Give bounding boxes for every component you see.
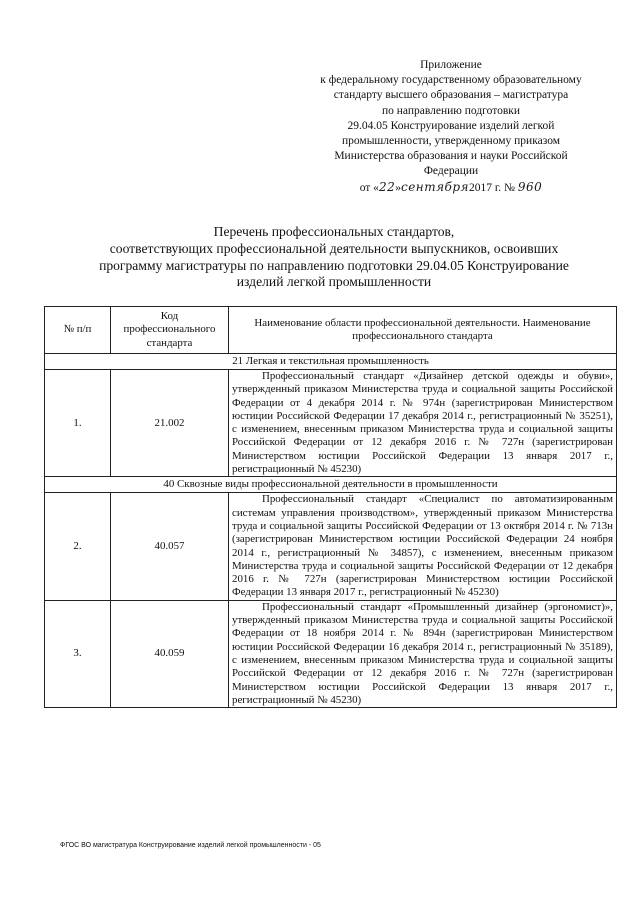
- title-line: изделий легкой промышленности: [236, 274, 432, 290]
- handwritten-day: 22: [378, 179, 396, 194]
- title-line: соответствующих профессиональной деятельности выпускников, освоивших: [109, 240, 559, 256]
- appendix-block: [306, 58, 596, 196]
- title-line: Перечень профессиональных стандартов,: [213, 224, 455, 239]
- row-text: Профессиональный стандарт «Дизайнер детской одежды и обуви», утвержденный приказом Министерства труда и социальной защиты Российской Федерации от 4 декабря 2014 г. № 974н (зарегистрирован Министерством юстиции Российской Федерации 17 декабря 2014 г., регистрационный № 35251), с изменением, внесенным приказом Министерства труда и социальной защиты Российской Федерации от 12 декабря 2016 г. № 727н (зарегистрирован Министерством юстиции Российской Федерации 13 января 2017 г., регистрационный № 45230): [229, 370, 617, 477]
- standards-table: [44, 306, 617, 708]
- header-code: Код профессионального стандарта: [111, 307, 229, 354]
- row-text: Профессиональный стандарт «Промышленный дизайнер (эргономист)», утвержденный приказом Министерства труда и социальной защиты Российской Федерации от 18 ноября 2014 г. № 894н (зарегистрирован Министерством юстиции Российской Федерации 16 декабря 2014 г., регистрационный № 35189), с изменением, внесенным приказом Министерства труда и социальной защиты Российской Федерации от 12 декабря 2016 г. № 727н (зарегистрирован Министерством юстиции Российской Федерации 13 января 2017 г., регистрационный № 45230): [229, 600, 617, 707]
- appendix-line: по направлению подготовки: [381, 104, 521, 117]
- order-date-line: [306, 180, 596, 196]
- row-num: 3.: [45, 600, 111, 707]
- header-num: № п/п: [45, 307, 111, 354]
- date-prefix: от «: [359, 181, 379, 194]
- header-name: Наименование области профессиональной деятельности. Наименование профессионального стандарта: [229, 307, 617, 354]
- row-code: 40.057: [111, 493, 229, 600]
- group-title: 21 Легкая и текстильная промышленность: [45, 354, 617, 370]
- table-row: [45, 493, 617, 600]
- row-num: 1.: [45, 370, 111, 477]
- appendix-line: Федерации: [423, 165, 479, 178]
- appendix-line: Приложение: [420, 59, 482, 71]
- table-header-row: [45, 307, 617, 354]
- row-num: 2.: [45, 493, 111, 600]
- row-text: Профессиональный стандарт «Специалист по автоматизированным системам управления производством», утвержденный приказом Министерства труда и социальной защиты Российской Федерации от 13 октября 2014 г. № 713н (зарегистрирован Министерством юстиции Российской Федерации 24 ноября 2014 г., регистрационный № 34857), с изменением, внесенным приказом Министерства труда и социальной защиты Российской Федерации от 12 декабря 2016 г. № 727н (зарегистрирован Министерством юстиции Российской Федерации 13 января 2017 г., регистрационный № 45230): [229, 493, 617, 600]
- appendix-line: 29.04.05 Конструирование изделий легкой: [347, 119, 555, 132]
- group-row: [45, 354, 617, 370]
- appendix-line: к федеральному государственному образовательному: [320, 74, 582, 87]
- row-code: 40.059: [111, 600, 229, 707]
- title-line: программу магистратуры по направлению подготовки 29.04.05 Конструирование: [99, 257, 569, 273]
- row-code: 21.002: [111, 370, 229, 477]
- date-year: 2017 г. №: [468, 181, 516, 194]
- handwritten-order-number: 960: [517, 179, 543, 194]
- group-title: 40 Сквозные виды профессиональной деятельности в промышленности: [45, 477, 617, 493]
- page-footer: ФГОС ВО магистратура Конструирование изделий легкой промышленности - 05: [60, 842, 321, 849]
- appendix-line: промышленности, утвержденному приказом: [341, 135, 560, 148]
- table-row: [45, 600, 617, 707]
- handwritten-month: сентября: [400, 179, 469, 194]
- date-mid: »: [395, 181, 401, 194]
- appendix-line: Министерства образования и науки Российской: [334, 150, 568, 163]
- appendix-line: стандарту высшего образования – магистратура: [333, 89, 569, 102]
- group-row: [45, 477, 617, 493]
- table-row: [45, 370, 617, 477]
- document-title: [60, 224, 608, 291]
